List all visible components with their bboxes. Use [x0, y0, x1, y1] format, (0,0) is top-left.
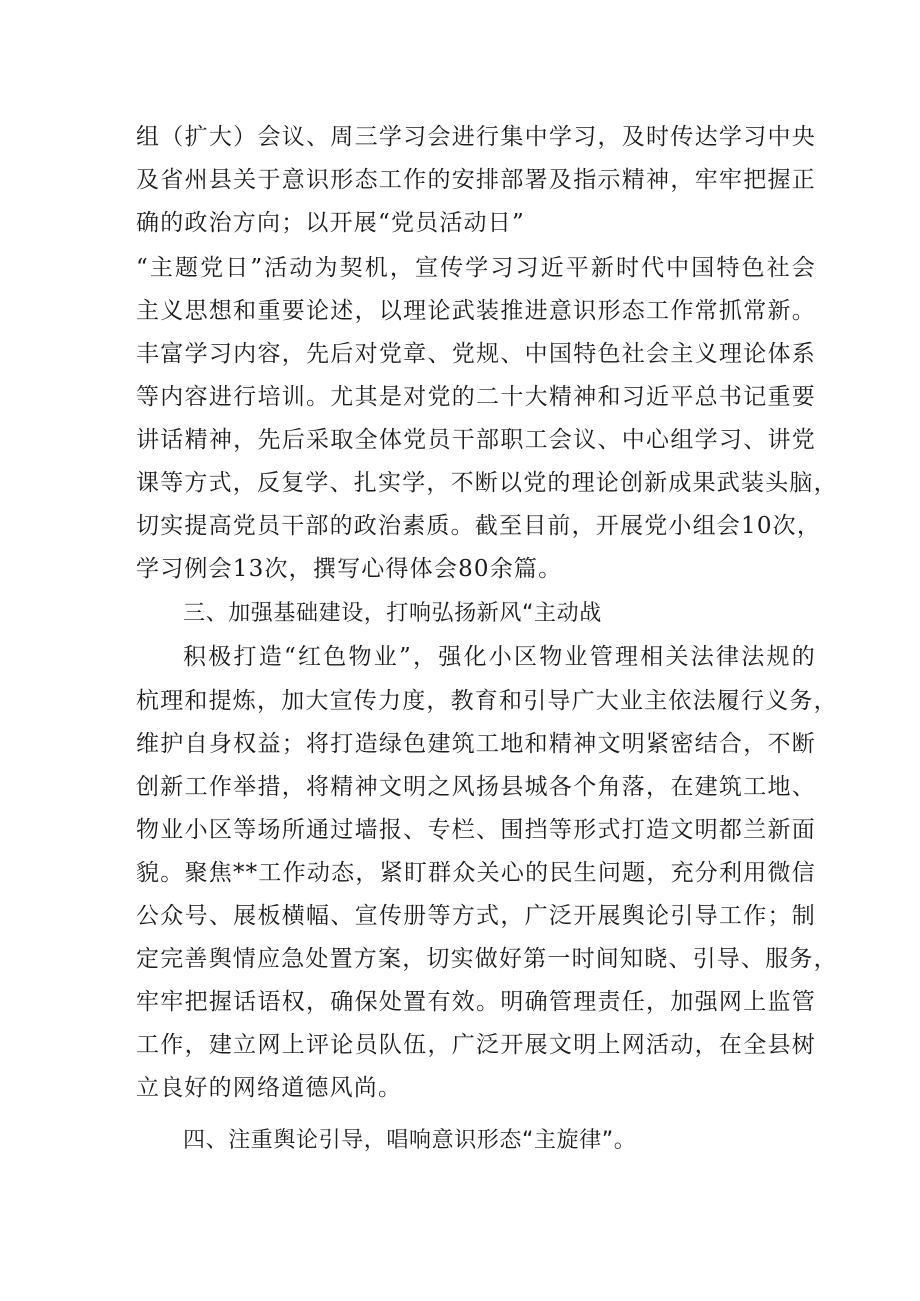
section-heading-4: 四、注重舆论引导，唱响意识形态“主旋律”。	[183, 1128, 637, 1153]
paragraph-line: 定完善舆情应急处置方案，切实做好第一时间知晓、引导、服务，	[136, 946, 838, 972]
paragraph-line: 杭理和提炼，加大宣传力度，教育和引导广大业主依法履行义务，	[136, 688, 838, 714]
paragraph-line: 组（扩大）会议、周三学习会进行集中学习，及时传达学习中央	[136, 124, 816, 150]
paragraph-line: 积极打造“红色物业”，强化小区物业管理相关法律法规的	[183, 644, 816, 670]
paragraph-line: 等内容进行培训。尤其是对党的二十大精神和习近平总书记重要	[136, 384, 816, 410]
paragraph-line: 切实提高党员干部的政治素质。截至目前，开展党小组会10次，	[136, 513, 822, 539]
paragraph-line: 貌。聚焦**工作动态，紧盯群众关心的民生问题，充分利用微信	[136, 860, 816, 886]
paragraph-line: 课等方式，反复学、扎实学，不断以党的理论创新成果武装头脑，	[136, 470, 838, 496]
paragraph-line: 工作，建立网上评论员队伍，广泛开展文明上网活动，在全县树	[136, 1032, 816, 1058]
paragraph-line: 确的政治方向；以开展“党员活动日”	[136, 210, 525, 236]
paragraph-line: 学习例会13次，撰写心得体会80余篇。	[136, 556, 563, 582]
paragraph-line: 维护自身权益；将打造绿色建筑工地和精神文明紧密结合，不断	[136, 731, 816, 757]
paragraph-line: 创新工作举措，将精神文明之风扬县城各个角落，在建筑工地、	[136, 774, 816, 800]
paragraph-line: 牢牢把握话语权，确保处置有效。明确管理责任，加强网上监管	[136, 989, 816, 1015]
paragraph-line: 立良好的网络道德风尚。	[136, 1075, 403, 1101]
paragraph-line: 讲话精神，先后采取全体党员干部职工会议、中心组学习、讲党	[136, 427, 816, 453]
paragraph-line: 及省州县关于意识形态工作的安排部署及指示精神，牢牢把握正	[136, 167, 816, 193]
paragraph-line: “主题党日”活动为契机，宣传学习习近平新时代中国特色社会	[136, 255, 816, 281]
paragraph-line: 公众号、展板横幅、宣传册等方式，广泛开展舆论引导工作；制	[136, 903, 816, 929]
section-heading-3: 三、加强基础建设，打响弘扬新风“主动战	[183, 601, 602, 626]
paragraph-line: 主义思想和重要论述，以理论武装推进意识形态工作常抓常新。	[136, 298, 816, 324]
paragraph-line: 丰富学习内容，先后对党章、党规、中国特色社会主义理论体系	[136, 341, 816, 367]
paragraph-line: 物业小区等场所通过墙报、专栏、围挡等形式打造文明都兰新面	[136, 817, 816, 843]
